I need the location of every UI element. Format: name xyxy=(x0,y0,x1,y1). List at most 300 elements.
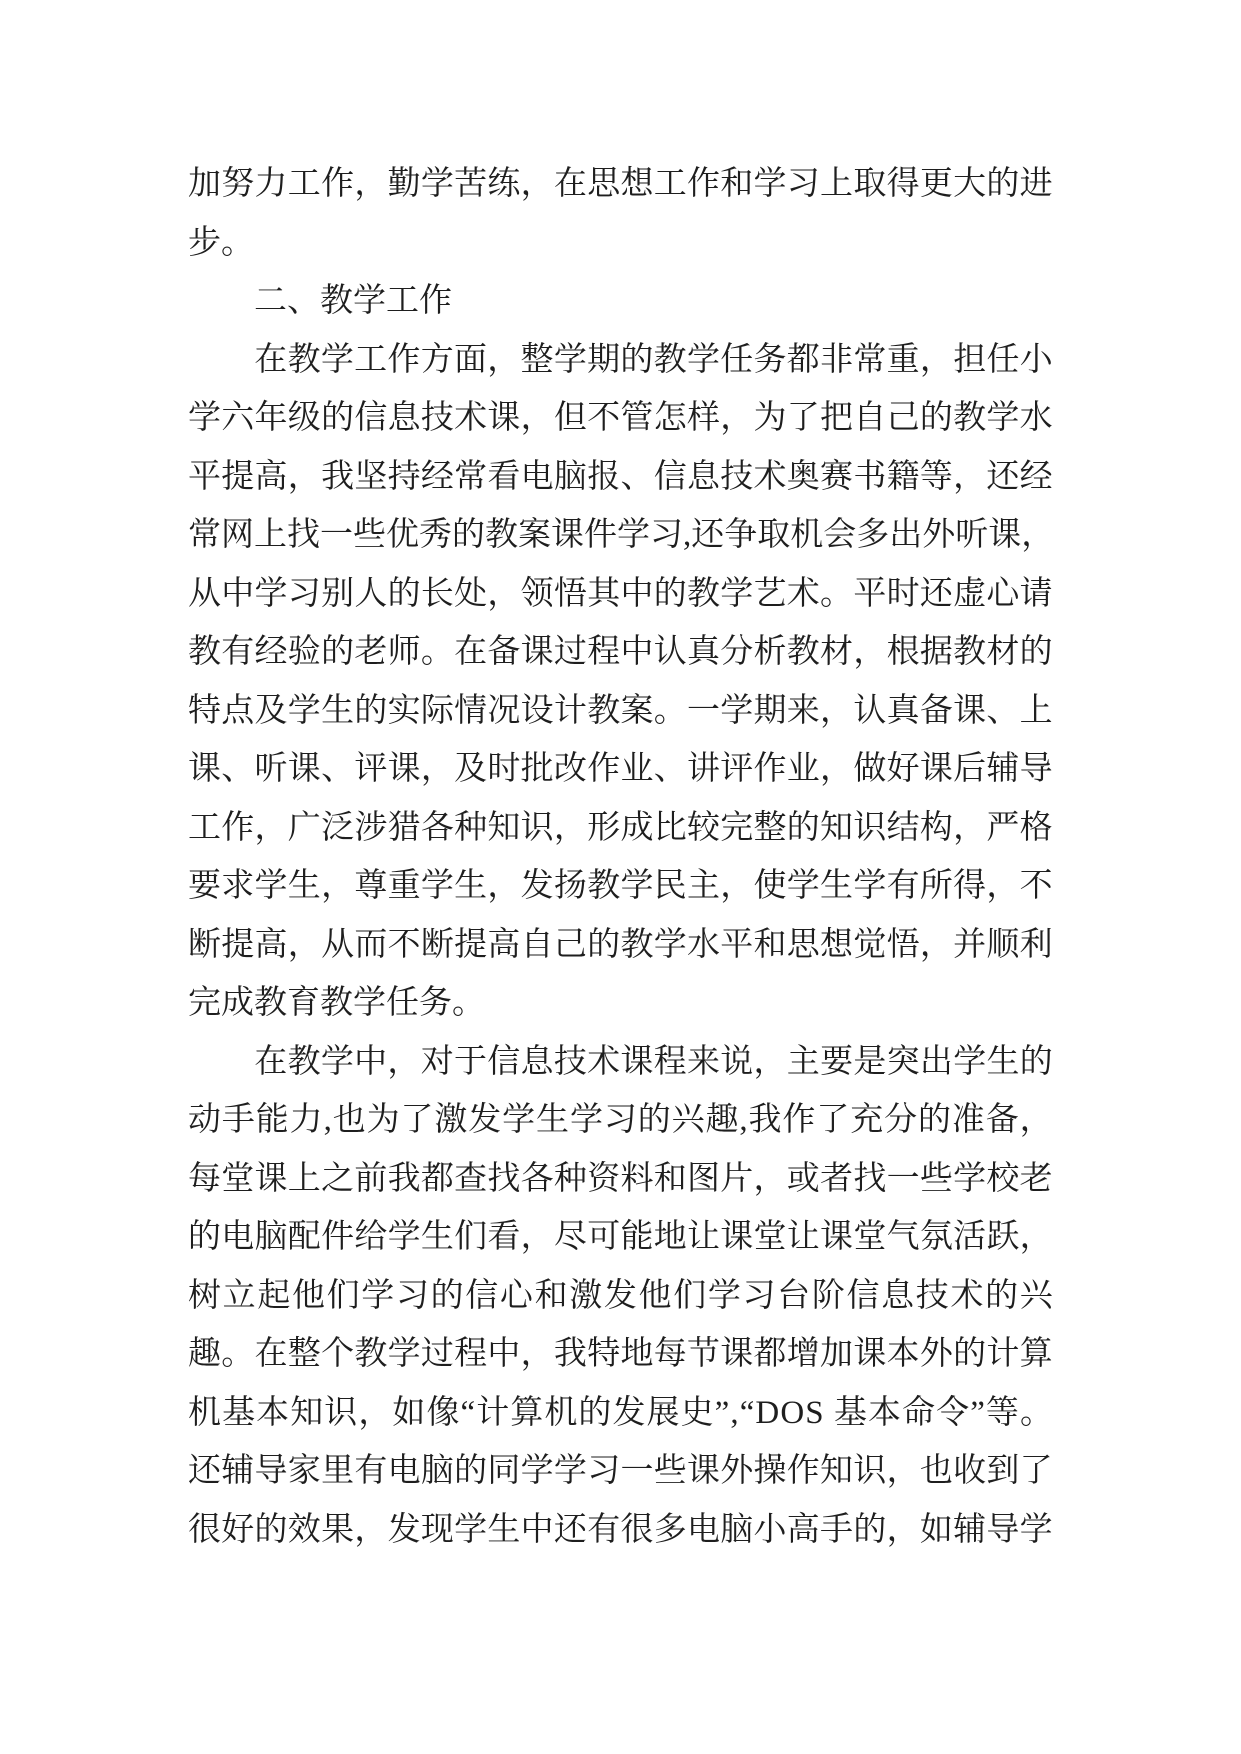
glyph: 书 xyxy=(853,458,887,495)
glyph: 断 xyxy=(188,926,221,963)
glyph: 其 xyxy=(587,575,621,612)
glyph: 但 xyxy=(553,400,587,436)
glyph: 、 xyxy=(321,751,355,787)
glyph: ， xyxy=(354,1511,388,1548)
glyph: 堂 xyxy=(221,1160,255,1197)
glyph: 教 xyxy=(620,926,654,963)
glyph: 自 xyxy=(853,400,887,436)
glyph: 信 xyxy=(653,458,687,495)
glyph: 的 xyxy=(1019,1043,1053,1080)
glyph: 信 xyxy=(354,400,388,436)
glyph: 做 xyxy=(853,751,887,787)
glyph: 非 xyxy=(820,341,854,378)
glyph: 的 xyxy=(620,341,654,378)
glyph: 学 xyxy=(753,166,787,202)
glyph: , xyxy=(739,1102,748,1138)
glyph: 作 xyxy=(782,1102,816,1138)
glyph: 上 xyxy=(1019,692,1053,729)
glyph: 课 xyxy=(551,517,584,553)
glyph: 作 xyxy=(786,1453,820,1489)
glyph: 悟 xyxy=(553,575,587,612)
glyph: 悟 xyxy=(886,926,920,963)
paragraph-continuation-conclusion xyxy=(188,155,1053,272)
glyph: 听 xyxy=(254,751,288,787)
glyph: 特 xyxy=(188,692,221,729)
glyph: 学 xyxy=(320,341,354,378)
glyph: 发 xyxy=(612,1394,646,1431)
text-line xyxy=(188,1384,1053,1443)
glyph: 、 xyxy=(986,692,1020,729)
glyph: 心 xyxy=(499,1277,533,1314)
glyph: 外 xyxy=(922,517,956,553)
glyph: 高 xyxy=(487,926,521,963)
glyph: 还 xyxy=(691,517,725,553)
glyph: 较 xyxy=(686,809,720,846)
glyph: 了 xyxy=(816,1102,850,1138)
glyph: 辅 xyxy=(221,1453,255,1489)
glyph: 据 xyxy=(919,634,953,670)
glyph: 习 xyxy=(650,517,683,553)
glyph: 扬 xyxy=(553,868,587,904)
glyph: 课 xyxy=(919,751,953,787)
glyph: ， xyxy=(886,1453,920,1489)
glyph: 课 xyxy=(820,1219,854,1255)
glyph: 台 xyxy=(777,1277,811,1314)
glyph: 让 xyxy=(686,1219,720,1255)
text-line xyxy=(188,565,1053,624)
glyph: 教 xyxy=(653,341,687,378)
glyph: 怎 xyxy=(653,400,687,436)
glyph: 件 xyxy=(321,1219,355,1255)
glyph: 不 xyxy=(587,400,621,436)
glyph: 学 xyxy=(620,868,654,904)
glyph: 课 xyxy=(487,400,521,436)
glyph: 为 xyxy=(753,400,787,436)
text-line xyxy=(188,1150,1053,1209)
glyph: 程 xyxy=(653,1043,687,1080)
glyph: 们 xyxy=(673,1277,707,1314)
glyph: 教 xyxy=(953,400,987,436)
glyph: 中 xyxy=(520,1511,554,1548)
glyph: ， xyxy=(886,1511,920,1548)
glyph: 常 xyxy=(853,341,887,378)
glyph: 材 xyxy=(820,634,854,670)
glyph: 认 xyxy=(653,634,687,670)
glyph: 手 xyxy=(221,1102,255,1138)
glyph: 教 xyxy=(587,868,621,904)
glyph: 学 xyxy=(553,1453,587,1489)
glyph: 堂 xyxy=(753,1219,787,1255)
glyph: 籍 xyxy=(886,458,920,495)
first-line-indent xyxy=(188,1033,254,1034)
glyph: 信 xyxy=(846,1277,880,1314)
glyph: 己 xyxy=(553,926,587,963)
glyph: 学 xyxy=(188,400,221,436)
glyph: 学 xyxy=(420,868,454,904)
glyph: 格 xyxy=(1019,809,1053,846)
glyph: 学 xyxy=(502,1102,536,1138)
glyph: ， xyxy=(520,400,554,436)
glyph: 工 xyxy=(653,166,687,202)
glyph: 件 xyxy=(584,517,617,553)
glyph: 给 xyxy=(354,1219,388,1255)
glyph: 课 xyxy=(188,751,221,787)
glyph: 学 xyxy=(420,166,454,202)
glyph: 真 xyxy=(686,634,720,670)
glyph: 外 xyxy=(720,1453,754,1489)
glyph: 学 xyxy=(953,1043,987,1080)
glyph: 尊 xyxy=(354,868,388,904)
glyph: 还 xyxy=(986,458,1020,495)
glyph: 而 xyxy=(354,926,388,963)
glyph: 是 xyxy=(853,1043,887,1080)
glyph: 识 xyxy=(324,1394,358,1431)
glyph: 工 xyxy=(188,809,221,846)
glyph: 立 xyxy=(222,1277,256,1314)
glyph: 的 xyxy=(917,1102,951,1138)
glyph: 奥 xyxy=(786,458,820,495)
glyph: 并 xyxy=(953,926,987,963)
glyph: 一 xyxy=(320,517,353,553)
glyph: 找 xyxy=(287,517,320,553)
glyph: 及 xyxy=(254,692,288,729)
glyph: 担 xyxy=(953,341,987,378)
glyph: 作 xyxy=(686,166,720,202)
glyph: 基 xyxy=(833,1394,867,1431)
glyph: 任 xyxy=(720,341,754,378)
text-line xyxy=(188,1091,1053,1150)
glyph: 或 xyxy=(786,1160,820,1197)
text-line xyxy=(188,448,1053,507)
glyph: 会 xyxy=(823,517,857,553)
glyph: 主 xyxy=(686,868,720,904)
glyph: 高 xyxy=(254,458,288,495)
glyph: 常 xyxy=(454,458,488,495)
glyph: 严 xyxy=(986,809,1020,846)
glyph: 涉 xyxy=(354,809,388,846)
glyph: 学 xyxy=(653,926,687,963)
glyph: 他 xyxy=(638,1277,672,1314)
glyph: 都 xyxy=(753,1336,787,1372)
glyph: ， xyxy=(853,634,887,670)
glyph: 到 xyxy=(986,1453,1020,1489)
glyph: 力 xyxy=(254,166,288,202)
glyph: 顺 xyxy=(986,926,1020,963)
glyph: 工 xyxy=(354,341,388,378)
glyph: 脑 xyxy=(553,458,587,495)
text-line xyxy=(188,1442,1053,1501)
glyph: 堂 xyxy=(853,1219,887,1255)
glyph: 长 xyxy=(420,575,454,612)
glyph: 学 xyxy=(553,341,587,378)
glyph: 水 xyxy=(686,926,720,963)
glyph: ， xyxy=(753,1043,787,1080)
glyph: 让 xyxy=(786,1219,820,1255)
glyph: 种 xyxy=(553,1160,587,1197)
glyph: 好 xyxy=(221,1511,255,1548)
glyph: 特 xyxy=(587,1336,621,1372)
glyph: 出 xyxy=(889,517,923,553)
glyph: 的 xyxy=(919,400,953,436)
glyph: 发 xyxy=(520,868,554,904)
glyph: 学 xyxy=(853,868,887,904)
glyph: 经 xyxy=(1019,458,1053,495)
glyph: 别 xyxy=(321,575,355,612)
document-text xyxy=(188,155,1053,1559)
glyph: 、 xyxy=(620,458,654,495)
glyph: 如 xyxy=(392,1394,426,1431)
glyph: 从 xyxy=(188,575,221,612)
glyph: 比 xyxy=(653,809,687,846)
glyph: 的 xyxy=(454,1453,488,1489)
glyph: 识 xyxy=(520,809,554,846)
glyph: 学 xyxy=(707,1277,741,1314)
glyph: 经 xyxy=(420,458,454,495)
glyph: 息 xyxy=(881,1277,915,1314)
glyph: 整 xyxy=(753,809,787,846)
glyph: 技 xyxy=(915,1277,949,1314)
glyph: 要 xyxy=(188,868,221,904)
glyph: 业 xyxy=(620,751,654,787)
glyph: 高 xyxy=(254,926,288,963)
glyph: ， xyxy=(520,166,554,202)
glyph: 想 xyxy=(820,926,854,963)
glyph: 他 xyxy=(291,1277,325,1314)
text-line xyxy=(188,974,1053,1033)
glyph: 在 xyxy=(254,1336,288,1372)
glyph: 者 xyxy=(820,1160,854,1197)
glyph: 报 xyxy=(587,458,621,495)
glyph: 术 xyxy=(950,1277,984,1314)
text-line xyxy=(188,682,1053,741)
glyph: 使 xyxy=(753,868,787,904)
glyph: 息 xyxy=(520,1043,554,1080)
glyph: 取 xyxy=(853,166,887,202)
glyph: 手 xyxy=(820,1511,854,1548)
glyph: 利 xyxy=(1019,926,1053,963)
glyph: ， xyxy=(720,400,754,436)
glyph: 勤 xyxy=(387,166,421,202)
glyph: 。 xyxy=(221,1336,255,1372)
glyph: 生 xyxy=(420,1219,454,1255)
glyph: 小 xyxy=(753,1511,787,1548)
glyph: 脑 xyxy=(254,1219,288,1255)
glyph: 泛 xyxy=(321,809,355,846)
glyph: 识 xyxy=(853,1453,887,1489)
glyph: “ xyxy=(460,1394,476,1431)
glyph: 中 xyxy=(487,1336,521,1372)
glyph: 教 xyxy=(188,634,221,670)
glyph: 了 xyxy=(1019,1453,1053,1489)
glyph: 像 xyxy=(426,1394,460,1431)
glyph: 际 xyxy=(420,692,454,729)
glyph: 于 xyxy=(453,1043,487,1080)
glyph: 气 xyxy=(886,1219,920,1255)
glyph: 学 xyxy=(569,1102,603,1138)
glyph: 期 xyxy=(587,341,621,378)
glyph: 和 xyxy=(753,926,787,963)
glyph: 实 xyxy=(387,692,421,729)
glyph: 在 xyxy=(454,634,488,670)
glyph: 根 xyxy=(886,634,920,670)
glyph: 生 xyxy=(487,1511,521,1548)
glyph: 跃 xyxy=(986,1219,1020,1255)
glyph: 艺 xyxy=(753,575,787,612)
glyph: ” xyxy=(970,1394,985,1431)
glyph xyxy=(825,1384,833,1443)
glyph: 还 xyxy=(919,575,953,612)
glyph: 大 xyxy=(953,166,987,202)
glyph: 生 xyxy=(986,1043,1020,1080)
glyph: 脑 xyxy=(720,1511,754,1548)
heading-section-two-teaching-work xyxy=(188,272,1053,331)
glyph: 本 xyxy=(868,1394,902,1431)
line-text: 二、教学工作 xyxy=(254,283,452,319)
glyph: 课 xyxy=(520,634,554,670)
glyph: 基 xyxy=(222,1394,256,1431)
glyph: 激 xyxy=(434,1102,468,1138)
glyph: 一 xyxy=(886,1160,920,1197)
glyph: 的 xyxy=(786,809,820,846)
glyph: 中 xyxy=(620,575,654,612)
glyph: 在 xyxy=(254,341,288,378)
glyph: 来 xyxy=(786,692,820,729)
glyph: 上 xyxy=(287,1160,321,1197)
paragraph-teaching-work-overview xyxy=(188,331,1053,1033)
glyph: ， xyxy=(953,458,987,495)
glyph: 对 xyxy=(420,1043,454,1080)
glyph: 信 xyxy=(487,1043,521,1080)
glyph: 民 xyxy=(653,868,687,904)
glyph: 能 xyxy=(255,1102,289,1138)
glyph: 习 xyxy=(395,1277,429,1314)
glyph: 如 xyxy=(919,1511,953,1548)
glyph: 改 xyxy=(553,751,587,787)
glyph: 作 xyxy=(387,341,421,378)
glyph: 我 xyxy=(748,1102,782,1138)
glyph: 学 xyxy=(254,575,288,612)
glyph: 完 xyxy=(720,809,754,846)
glyph: 息 xyxy=(686,458,720,495)
glyph: 真 xyxy=(886,692,920,729)
glyph: 课 xyxy=(254,1160,288,1197)
glyph: 计 xyxy=(476,1394,510,1431)
glyph: , xyxy=(683,517,692,553)
glyph: 学 xyxy=(520,1453,554,1489)
glyph: 教 xyxy=(686,575,720,612)
glyph: 料 xyxy=(620,1160,654,1197)
glyph: 作 xyxy=(321,166,355,202)
glyph: 本 xyxy=(256,1394,290,1431)
glyph: 种 xyxy=(454,809,488,846)
glyph: 激 xyxy=(569,1277,603,1314)
glyph: 地 xyxy=(653,1219,687,1255)
glyph: 学 xyxy=(454,1511,488,1548)
glyph: 学 xyxy=(786,868,820,904)
glyph: 机 xyxy=(544,1394,578,1431)
glyph: 经 xyxy=(254,634,288,670)
glyph: ， xyxy=(553,809,587,846)
glyph: 现 xyxy=(420,1511,454,1548)
glyph: 习 xyxy=(742,1277,776,1314)
glyph: 求 xyxy=(221,868,255,904)
glyph: 识 xyxy=(853,809,887,846)
glyph: “ xyxy=(739,1394,755,1431)
glyph: 一 xyxy=(620,1453,654,1489)
glyph: 。 xyxy=(1019,1394,1053,1431)
glyph: 生 xyxy=(820,868,854,904)
glyph: ， xyxy=(287,926,321,963)
glyph: 习 xyxy=(287,575,321,612)
glyph: 的 xyxy=(430,1277,464,1314)
glyph: 作 xyxy=(753,751,787,787)
glyph: 还 xyxy=(188,1453,221,1489)
glyph: 计 xyxy=(553,692,587,729)
glyph: 果 xyxy=(321,1511,355,1548)
glyph: 术 xyxy=(454,400,488,436)
glyph: 之 xyxy=(321,1160,355,1197)
glyph: ， xyxy=(953,809,987,846)
glyph: 我 xyxy=(553,1336,587,1372)
glyph: , xyxy=(323,1102,332,1138)
glyph: 机 xyxy=(790,517,824,553)
glyph: 年 xyxy=(254,400,288,436)
glyph: ， xyxy=(1019,1102,1053,1138)
glyph: 些 xyxy=(353,517,386,553)
glyph: 些 xyxy=(653,1453,687,1489)
glyph: 技 xyxy=(553,1043,587,1080)
glyph: 请 xyxy=(1019,575,1053,612)
glyph: 在 xyxy=(254,1043,288,1080)
glyph: , xyxy=(730,1394,739,1431)
glyph: 都 xyxy=(420,1160,454,1197)
glyph: 加 xyxy=(188,166,221,202)
glyph: 的 xyxy=(452,517,485,553)
glyph: 算 xyxy=(510,1394,544,1431)
glyph: 师 xyxy=(387,634,421,670)
glyph: 的 xyxy=(188,1219,221,1255)
glyph: 阶 xyxy=(811,1277,845,1314)
glyph: 坚 xyxy=(354,458,388,495)
line-text: 完成教育教学任务。 xyxy=(188,985,485,1021)
glyph: 发 xyxy=(387,1511,421,1548)
glyph: ， xyxy=(753,1160,787,1197)
glyph: 六 xyxy=(221,400,255,436)
glyph: 为 xyxy=(366,1102,400,1138)
glyph: 起 xyxy=(257,1277,291,1314)
glyph: 生 xyxy=(454,868,488,904)
glyph: 突 xyxy=(886,1043,920,1080)
glyph: 个 xyxy=(321,1336,355,1372)
glyph: 学 xyxy=(720,692,754,729)
glyph: ， xyxy=(520,1219,554,1255)
glyph: 每 xyxy=(653,1336,687,1372)
glyph: 过 xyxy=(420,1336,454,1372)
glyph: ， xyxy=(358,1394,392,1431)
glyph: 结 xyxy=(886,809,920,846)
glyph: 好 xyxy=(886,751,920,787)
glyph: 过 xyxy=(553,634,587,670)
glyph: 学 xyxy=(1019,1511,1053,1548)
glyph: ， xyxy=(321,868,355,904)
glyph: 中 xyxy=(354,1043,388,1080)
glyph: 老 xyxy=(354,634,388,670)
glyph: ， xyxy=(720,868,754,904)
glyph: 不 xyxy=(387,926,421,963)
glyph: 电 xyxy=(520,458,554,495)
glyph: 。 xyxy=(420,634,454,670)
glyph: 技 xyxy=(720,458,754,495)
